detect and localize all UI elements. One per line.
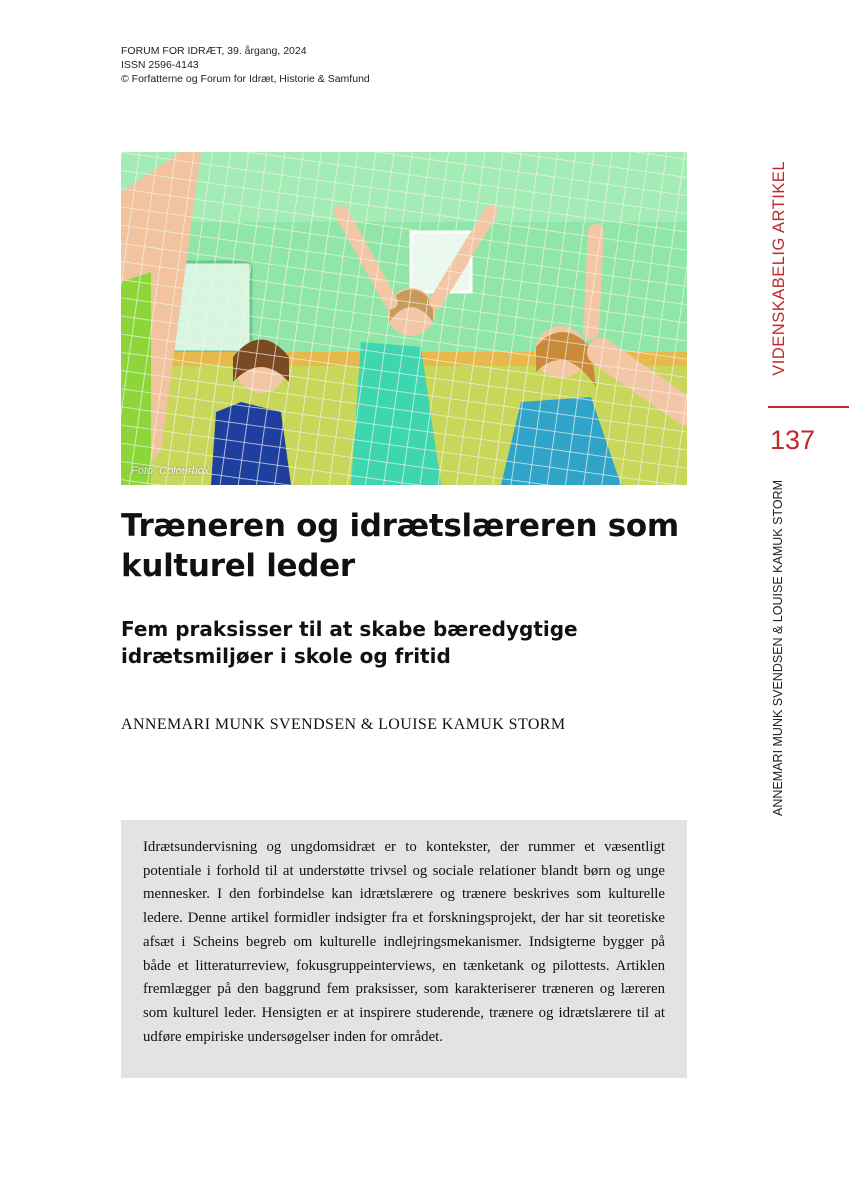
abstract-text: Idrætsundervisning og ungdomsidræt er to kontekster, der rummer et væsentligt potentiale i forhold til at understøtte trivsel og sociale relationer blandt børn og unge mennesker. I den forbindelse kan idrætslærere og trænere beskrives som kulturelle ledere. Denne artikel formidler indsigter fra et forskningsprojekt, der har sit teoretiske afsæt i Scheins begreb om kulturelle indlejringsmekanismer. Indsigterne bygger på både et litteraturreview, fokusgruppeinterviews, en tænketank og pilottests. Artiklen fremlægger på den baggrund fem praksisser, som karakteriserer træneren og læreren som kulturel leder. Hensigten er at inspirere studerende, trænere og idrætslærere til at udføre empiriske undersøgelser inden for området. [143, 839, 665, 1045]
article-category [770, 161, 790, 397]
running-authors [771, 480, 787, 840]
photo-credit: Foto: Colourbox [131, 465, 210, 477]
article-category-label: VIDENSKABELIG ARTIKEL [770, 161, 788, 376]
page-number: 137 [770, 425, 816, 455]
running-authors-label: ANNEMARI MUNK SVENDSEN & LOUISE KAMUK STORM [771, 480, 785, 816]
article-authors: ANNEMARI MUNK SVENDSEN & LOUISE KAMUK STORM [121, 716, 566, 733]
cover-photo [121, 152, 687, 485]
journal-info: FORUM FOR IDRÆT, 39. årgang, 2024 [121, 45, 307, 57]
sidebar-divider [768, 406, 849, 408]
volleyball-photo-illustration [121, 152, 687, 485]
article-subtitle: Fem praksisser til at skabe bæredygtige idrætsmiljøer i skole og fritid [121, 617, 578, 668]
copyright: © Forfatterne og Forum for Idræt, Historie & Samfund [121, 73, 370, 85]
issn: ISSN 2596-4143 [121, 59, 199, 71]
abstract-box [121, 820, 687, 1078]
article-title: Træneren og idrætslæreren som kulturel leder [121, 508, 679, 584]
journal-header [121, 44, 370, 86]
